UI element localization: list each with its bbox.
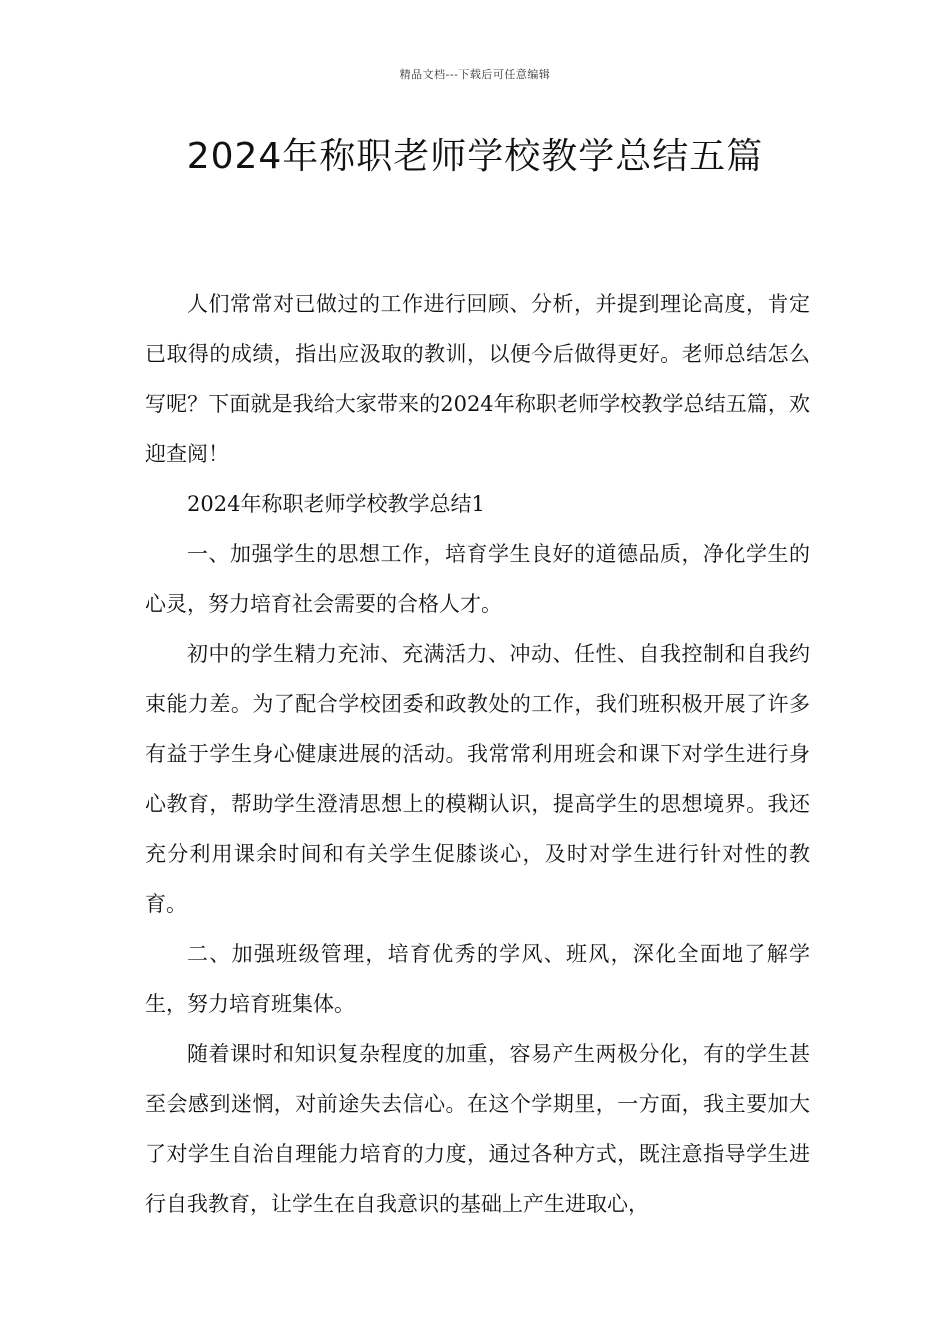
body-paragraph: 二、加强班级管理，培育优秀的学风、班风，深化全面地了解学生，努力培育班集体。 [145, 942, 810, 1016]
body-paragraph: 随着课时和知识复杂程度的加重，容易产生两极分化，有的学生甚至会感到迷惘，对前途失去信心。在这个学期里，一方面，我主要加大了对学生自治自理能力培育的力度，通过各种方式，既注意指导学生进行自我教育，让学生在自我意识的基础上产生进取心， [145, 1042, 810, 1216]
intro-paragraph: 人们常常对已做过的工作进行回顾、分析，并提到理论高度，肯定已取得的成绩，指出应汲取的教训，以便今后做得更好。老师总结怎么写呢？下面就是我给大家带来的2024年称职老师学校教学总结五篇，欢迎查阅！ [145, 292, 810, 466]
document-body [145, 279, 810, 1229]
section-heading: 2024年称职老师学校教学总结1 [187, 492, 485, 516]
header-note: 精品文档---下载后可任意编辑 [399, 68, 551, 81]
document-title: 2024年称职老师学校教学总结五篇 [186, 136, 764, 177]
body-paragraph: 一、加强学生的思想工作，培育学生良好的道德品质，净化学生的心灵，努力培育社会需要的合格人才。 [145, 542, 810, 616]
body-paragraph: 初中的学生精力充沛、充满活力、冲动、任性、自我控制和自我约束能力差。为了配合学校团委和政教处的工作，我们班积极开展了许多有益于学生身心健康进展的活动。我常常利用班会和课下对学生进行身心教育，帮助学生澄清思想上的模糊认识，提高学生的思想境界。我还充分利用课余时间和有关学生促膝谈心，及时对学生进行针对性的教育。 [145, 642, 810, 916]
